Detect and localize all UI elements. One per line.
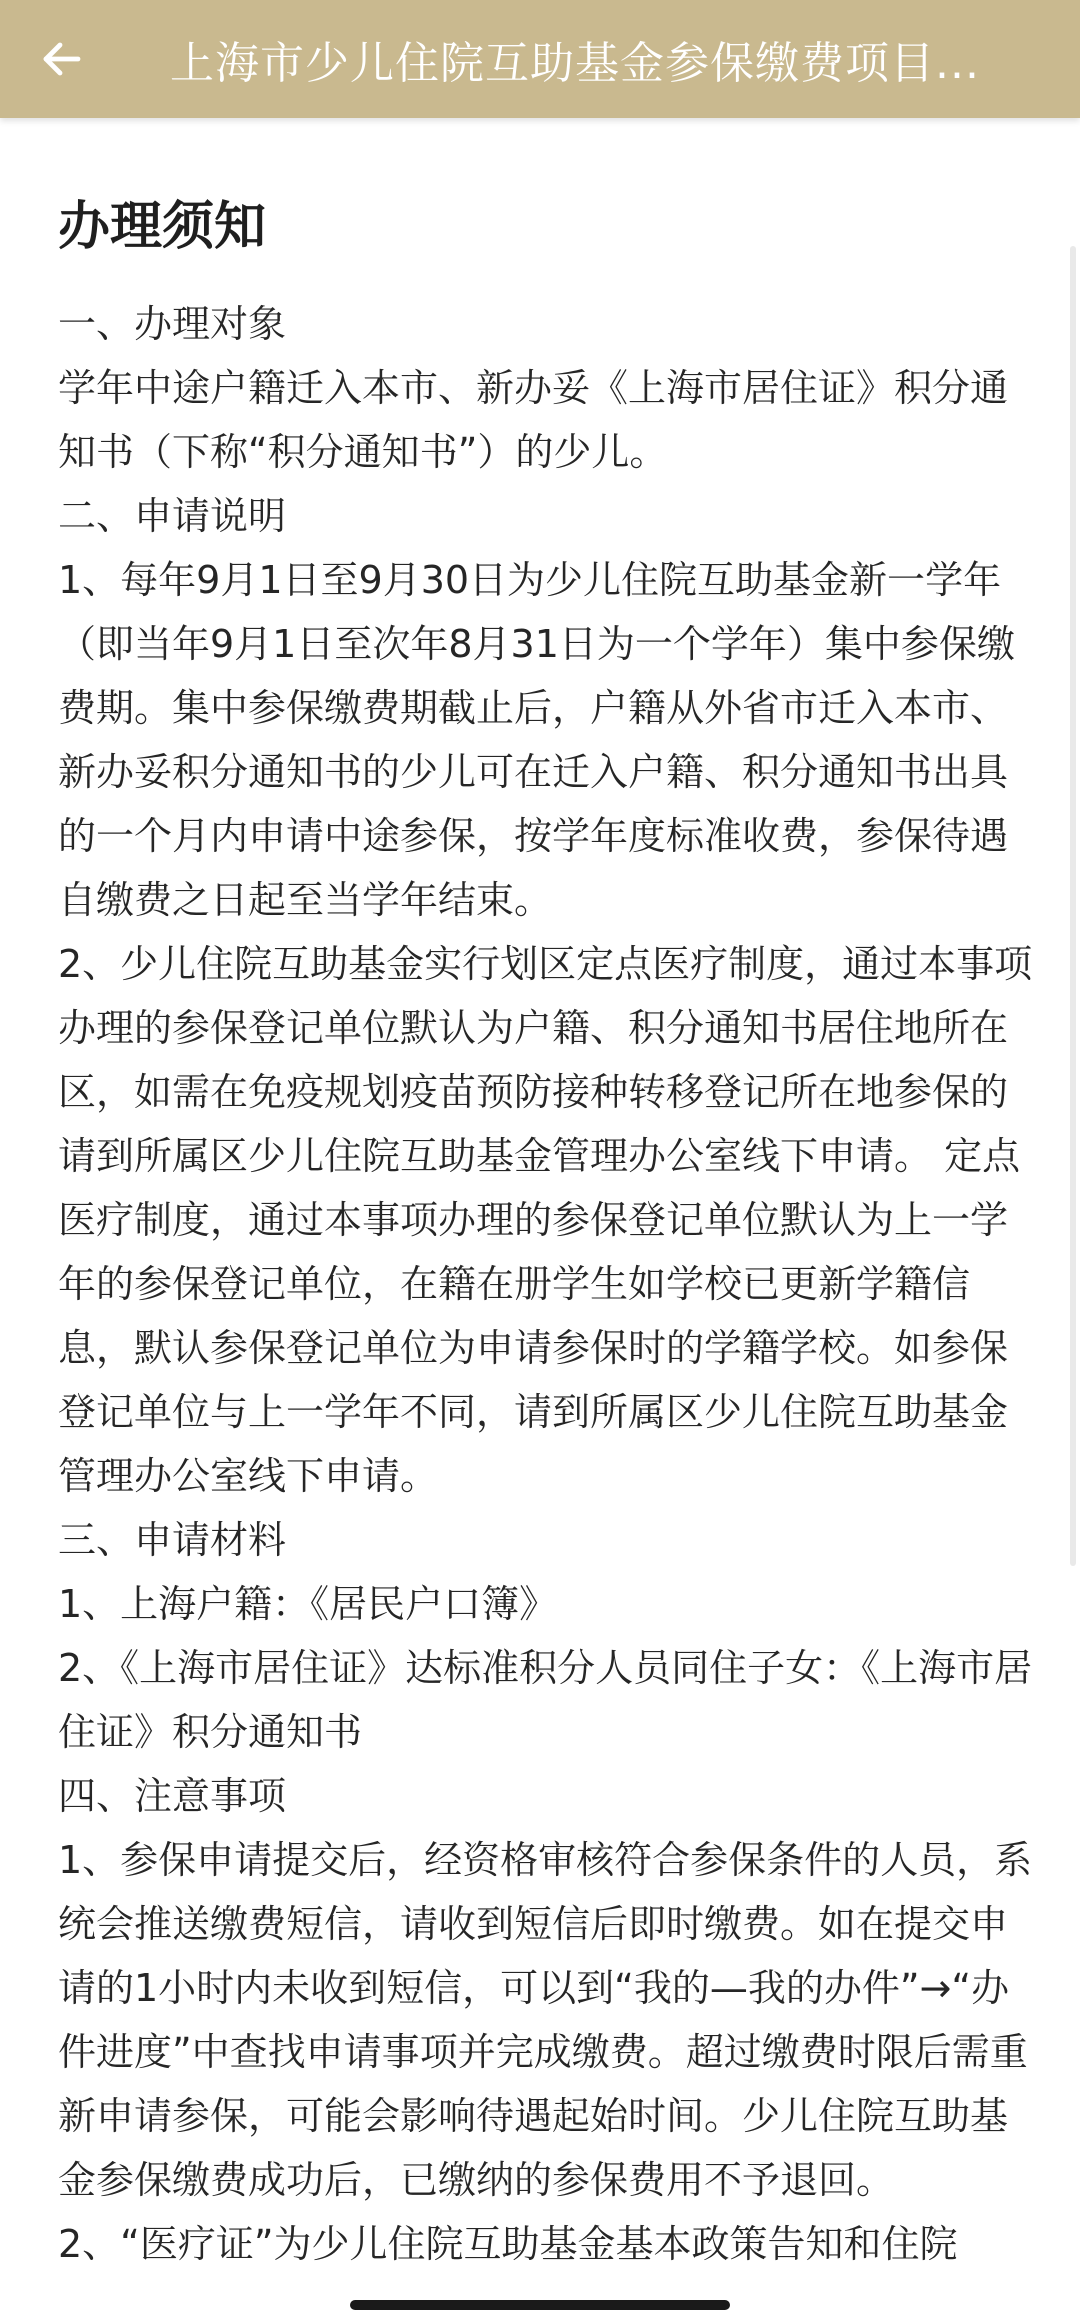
page-title: 办理须知 [58, 197, 267, 257]
section-text-target: 学年中途户籍迁入本市、新办妥《上海市居住证》积分通知书（下称“积分通知书”）的少儿。 [58, 366, 1009, 474]
section-heading-target: 一、办理对象 [58, 302, 287, 346]
notice-body [58, 292, 1036, 2276]
material-item-1: 1、上海户籍：《居民户口簿》 [58, 1582, 558, 1626]
note-item-1: 1、参保申请提交后，经资格审核符合参保条件的人员，系统会推送缴费短信，请收到短信后即时缴费。如在提交申请的1小时内未收到短信，可以到“我的—我的办件”→“办件进度”中查找申请事项并完成缴费。超过缴费时限后需重新申请参保，可能会影响待遇起始时间。少儿住院互助基金参保缴费成功后，已缴纳的参保费用不予退回。 [58, 1838, 1033, 2202]
material-item-2: 2、《上海市居住证》达标准积分人员同住子女：《上海市居住证》积分通知书 [58, 1646, 1033, 1754]
header-title: 上海市少儿住院互助基金参保缴费项目... [170, 38, 980, 89]
section-heading-notes: 四、注意事项 [58, 1774, 287, 1818]
home-indicator[interactable] [350, 2300, 730, 2310]
instruction-item-2: 2、少儿住院互助基金实行划区定点医疗制度，通过本事项办理的参保登记单位默认为户籍、积分通知书居住地所在区，如需在免疫规划疫苗预防接种转移登记所在地参保的请到所属区少儿住院互助基金管理办公室线下申请。 定点医疗制度，通过本事项办理的参保登记单位默认为上一学年的参保登记单位，在籍在册学生如学校已更新学籍信息，默认参保登记单位为申请参保时的学籍学校。如参保登记单位与上一学年不同，请到所属区少儿住院互助基金管理办公室线下申请。 [58, 942, 1033, 1498]
arrow-left-icon [38, 35, 86, 83]
note-item-2: 2、“医疗证”为少儿住院互助基金基本政策告知和住院 [58, 2222, 958, 2266]
instruction-item-1: 1、每年9月1日至9月30日为少儿住院互助基金新一学年（即当年9月1日至次年8月31日为一个学年）集中参保缴费期。集中参保缴费期截止后，户籍从外省市迁入本市、新办妥积分通知书的少儿可在迁入户籍、积分通知书出具的一个月内申请中途参保，按学年度标准收费，参保待遇自缴费之日起至当学年结束。 [58, 558, 1015, 922]
scrollbar[interactable] [1070, 246, 1076, 1566]
app-header [0, 0, 1080, 118]
section-heading-materials: 三、申请材料 [58, 1518, 287, 1562]
back-button[interactable] [38, 0, 126, 118]
section-heading-instructions: 二、申请说明 [58, 494, 287, 538]
notice-content[interactable] [0, 118, 1080, 2278]
